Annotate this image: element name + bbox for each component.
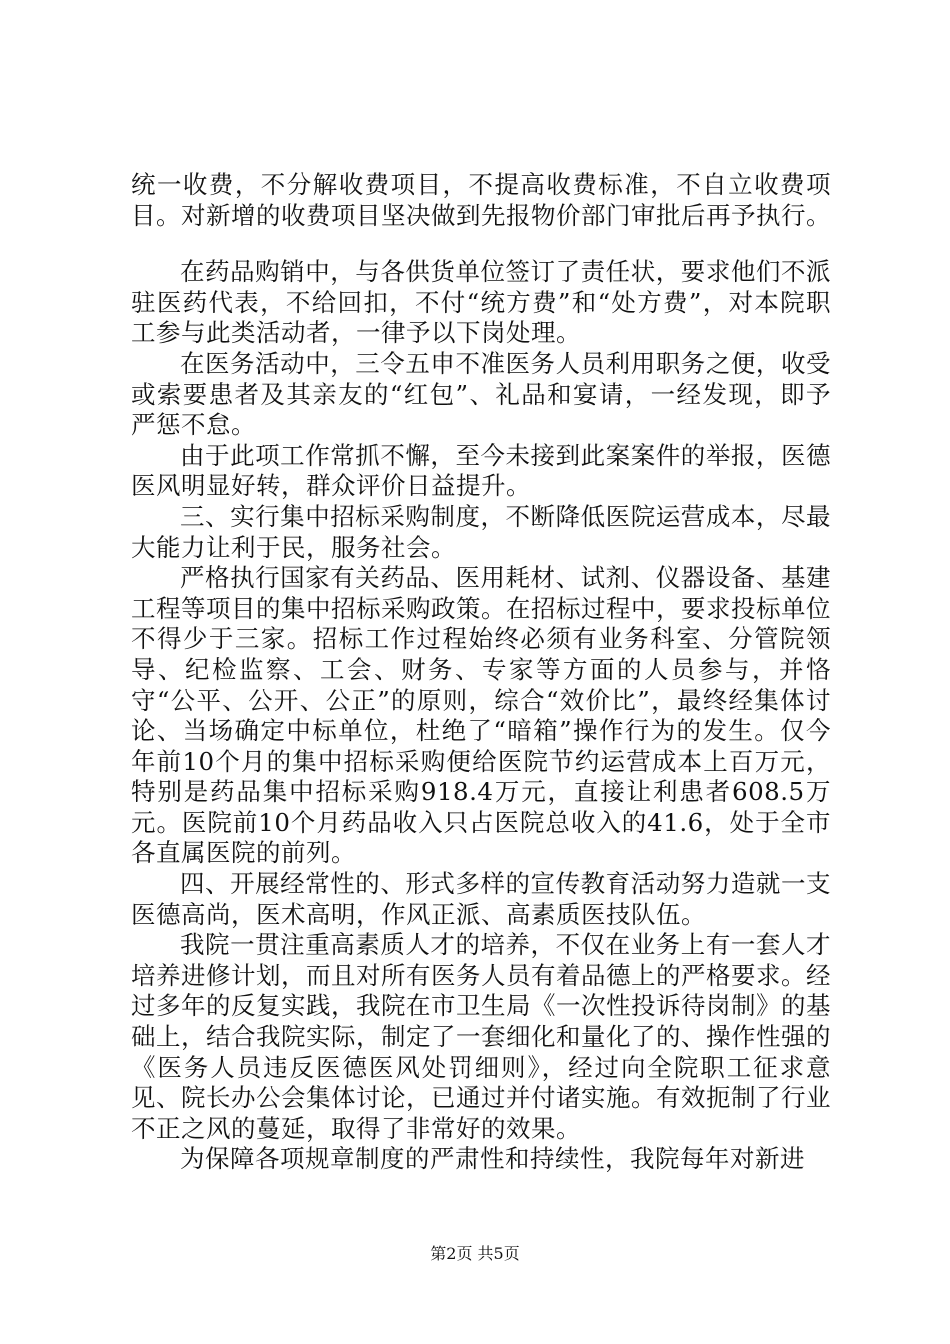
paragraph-drug-procurement: 在药品购销中，与各供货单位签订了责任状，要求他们不派驻医药代表，不给回扣，不付“统方费”和“处方费”，对本院职工参与此类活动者，一律予以下岗处理。 <box>131 257 831 348</box>
section-heading-four: 四、开展经常性的、形式多样的宣传教育活动努力造就一支医德高尚，医术高明，作风正派、高素质医技队伍。 <box>131 869 831 929</box>
paragraph-fee-continuation: 统一收费，不分解收费项目，不提高收费标准，不自立收费项目。对新增的收费项目坚决做到先报物价部门审批后再予执行。 <box>131 170 831 230</box>
document-body <box>131 170 831 1175</box>
section-heading-three: 三、实行集中招标采购制度，不断降低医院运营成本，尽最大能力让利于民，服务社会。 <box>131 501 831 562</box>
paragraph-tender-policy: 严格执行国家有关药品、医用耗材、试剂、仪器设备、基建工程等项目的集中招标采购政策。在招标过程中，要求投标单位不得少于三家。招标工作过程始终必须有业务科室、分管院领导、纪检监察、工会、财务、专家等方面的人员参与，并恪守“公平、公开、公正”的原则，综合“效价比”，最终经集体讨论、当场确定中标单位，杜绝了“暗箱”操作行为的发生。仅今年前10个月的集中招标采购便给医院节约运营成本上百万元，特别是药品集中招标采购918.4万元，直接让利患者608.5万元。医院前10个月药品收入只占医院总收入的41.6，处于全市各直属医院的前列。 <box>131 563 831 868</box>
paragraph-medical-activity: 在医务活动中，三令五申不准医务人员利用职务之便，收受或索要患者及其亲友的“红包”、礼品和宴请，一经发现，即予严惩不怠。 <box>131 348 831 440</box>
paragraph-regulations: 为保障各项规章制度的严肃性和持续性，我院每年对新进 <box>180 1144 805 1174</box>
page-number-footer: 第2页 共5页 <box>430 1244 520 1263</box>
paragraph-result: 由于此项工作常抓不懈，至今未接到此案案件的举报，医德医风明显好转，群众评价日益提升。 <box>131 440 831 501</box>
paragraph-talent-training: 我院一贯注重高素质人才的培养，不仅在业务上有一套人才培养进修计划，而且对所有医务人员有着品德上的严格要求。经过多年的反复实践，我院在市卫生局《一次性投诉待岗制》的基础上，结合我院实际，制定了一套细化和量化了的、操作性强的《医务人员违反医德医风处罚细则》，经过向全院职工征求意见、院长办公会集体讨论，已通过并付诸实施。有效扼制了行业不正之风的蔓延，取得了非常好的效果。 <box>131 930 831 1143</box>
